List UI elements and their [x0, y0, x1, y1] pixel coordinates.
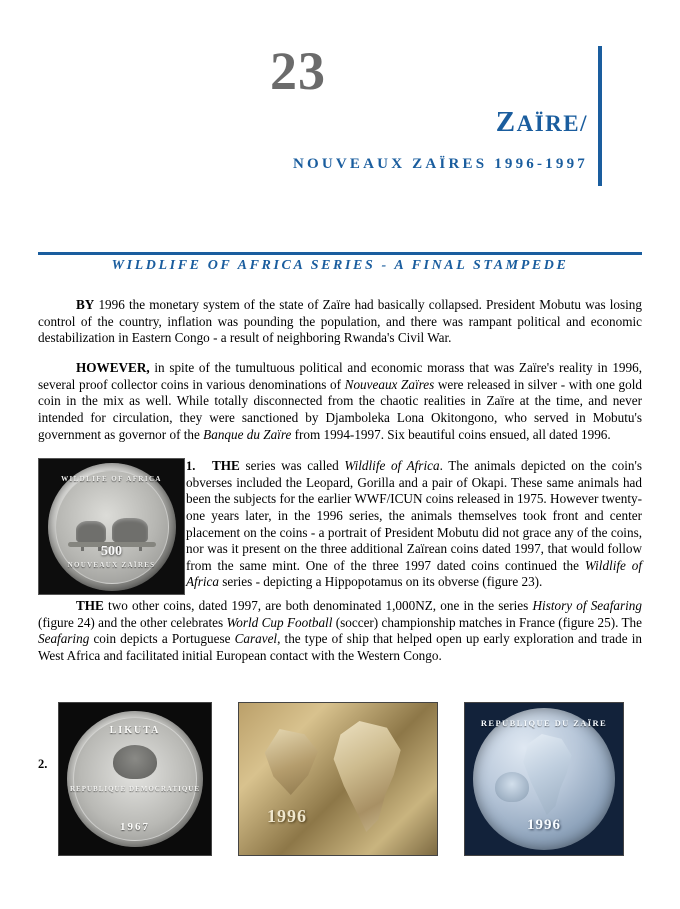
- coat-of-arms-icon: [113, 745, 157, 779]
- africa-map-icon: [325, 721, 411, 833]
- page-subtitle: NOUVEAUX ZAÏRES 1996-1997: [292, 156, 588, 172]
- paragraph-4-text-d: coin depicts a Portuguese: [89, 631, 235, 647]
- gold-coin-year: 1996: [267, 806, 307, 826]
- paragraph-1-lead: BY: [76, 297, 95, 312]
- section-heading: WILDLIFE OF AFRICA SERIES - A FINAL STAMPEDE: [111, 258, 569, 273]
- republique-coin-image: [473, 708, 615, 850]
- wildlife-coin-okapi-scene: [66, 499, 158, 547]
- coat-of-arms-icon: [495, 772, 529, 802]
- paragraph-2-italic-2: Banque du Zaïre: [203, 426, 292, 442]
- wildlife-coin-legend-top: WILDLIFE OF AFRICA: [61, 474, 162, 483]
- paragraph-3-italic-1: Wildlife of Africa: [344, 458, 440, 473]
- chapter-number: 23: [270, 41, 326, 101]
- paragraph-3-italic-2: Wildlife of Africa: [186, 557, 643, 590]
- page-title-initial: Z: [495, 106, 517, 138]
- paragraph-3-text-a: series was called: [239, 458, 345, 473]
- paragraph-3-text-b: . The animals depicted on the coin's obverses included the Leopard, Gorilla and a pair of Okapi. These same animals had been the subjects for the earlier WWF/ICUN coins released in 1975. However twenty-one years later, in the 1996 series, the animals themselves took front and center placement on the coins - a portrait of President Mobutu did not grace any of the coins, nor was it present on the three additional Zaïrean coins dated 1997, that would follow from the same mint. One of the three 1997 dated coins continued the: [186, 458, 642, 573]
- paragraph-4-italic-4: Caravel: [234, 631, 278, 647]
- likuta-coin-image: [67, 711, 203, 847]
- wildlife-coin-legend-bottom: NOUVEAUX ZAÏRES: [67, 560, 156, 569]
- paragraph-4-italic-2: World Cup Football: [226, 614, 333, 630]
- paragraph-4-text-a: two other coins, dated 1997, are both denominated 1,000NZ, one in the series: [103, 598, 533, 613]
- paragraph-2-lead: HOWEVER,: [76, 360, 150, 375]
- likuta-coin-legend-mid: REPUBLIQUE DEMOCRATIQUE: [69, 785, 201, 793]
- page-title: [496, 106, 588, 139]
- figure-republique-coin: [464, 702, 624, 856]
- paragraph-2-italic-1: Nouveaux Zaïres: [344, 376, 435, 392]
- republique-coin-legend-top: REPUBLIQUE DU ZAÏRE: [480, 718, 608, 728]
- paragraph-4-lead: THE: [76, 598, 104, 613]
- figure-marker-1: 1.: [186, 459, 196, 473]
- figure-gold-coin: [238, 702, 438, 856]
- paragraph-3-text-c: series - depicting a Hippopotamus on its obverse (figure 23).: [218, 574, 543, 590]
- paragraph-3-lead: THE: [212, 458, 240, 473]
- paragraph-4-italic-1: History of Seafaring: [532, 598, 642, 613]
- paragraph-2: [38, 360, 642, 443]
- wildlife-coin-denomination: 500: [101, 543, 122, 559]
- likuta-coin-legend-top: LIKUTA: [109, 725, 161, 736]
- paragraph-2-text-c: from 1994-1997. Six beautiful coins ensued, all dated 1996.: [291, 426, 611, 442]
- page-title-rest: AÏRE/: [516, 111, 588, 136]
- okapi-figure: [112, 518, 148, 543]
- paragraph-1-text: 1996 the monetary system of the state of Zaïre had basically collapsed. President Mobutu was losing control of the country, inflation was pounding the population, and there was rampant political and economic destabilization in Eastern Congo - a result of neighboring Rwanda's Civil War.: [38, 297, 642, 346]
- wildlife-coin-image: [48, 463, 176, 591]
- paragraph-4-text-b: (figure 24) and the other celebrates: [38, 614, 227, 630]
- figure-likuta-coin: [58, 702, 212, 856]
- gold-coin-arms: [261, 729, 323, 795]
- paragraph-2-text-b: were released in silver - with one gold coin in the mix as well. While totally disconnected from the chaotic realities in Zaïre at the time, and never intended for circulation, they were sanctioned by Djamboleka Lona Okitongono, who served in Mobutu's government as governor of the: [38, 376, 643, 442]
- title-vertical-rule: [598, 46, 602, 186]
- paragraph-3: [186, 458, 642, 591]
- paragraph-1: [38, 297, 642, 347]
- paragraph-4-text-e: , the type of ship that helped open up early exploration and trade in West Africa and facilitated initial European contact with the Western Congo.: [38, 631, 643, 663]
- paragraph-2-text-a: in spite of the tumultuous political and economic morass that was Zaïre's reality in 1996, several proof collector coins in various denominations of: [38, 360, 642, 392]
- paragraph-4-text-c: (soccer) championship matches in France (figure 25). The: [332, 614, 642, 630]
- paragraph-4-italic-3: Seafaring: [38, 631, 90, 647]
- figure-marker-2: 2.: [38, 757, 48, 771]
- paragraph-4: [38, 598, 642, 665]
- republique-coin-year: 1996: [527, 817, 561, 833]
- page-header: [0, 28, 680, 198]
- africa-map-icon: [517, 734, 579, 816]
- likuta-coin-year: 1967: [120, 821, 150, 833]
- section-divider: [38, 252, 642, 255]
- figure-wildlife-coin: [38, 458, 185, 595]
- okapi-figure: [76, 521, 106, 543]
